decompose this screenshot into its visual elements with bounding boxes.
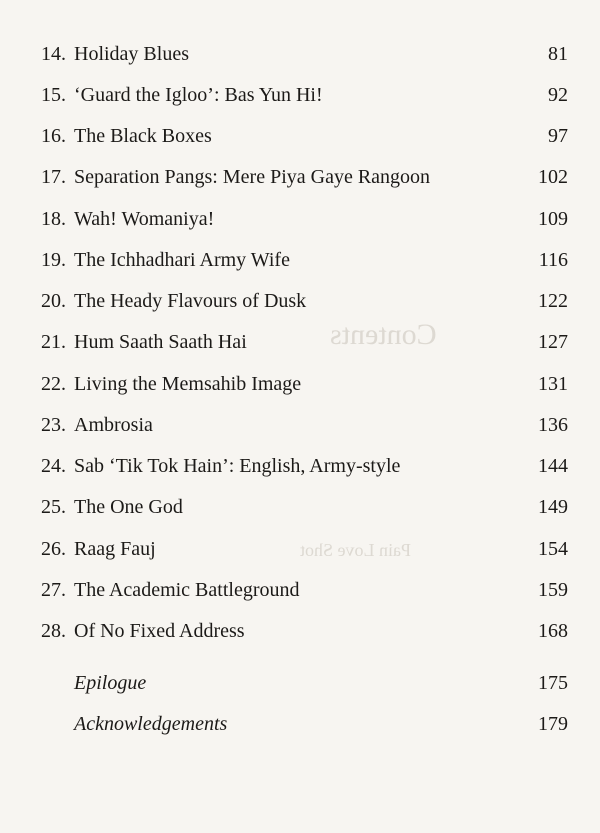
chapter-title: Raag Fauj bbox=[74, 538, 156, 560]
chapter-title: Holiday Blues bbox=[74, 43, 189, 65]
chapter-number: 21. bbox=[41, 331, 66, 353]
chapter-title: Separation Pangs: Mere Piya Gaye Rangoon bbox=[74, 166, 431, 188]
chapter-title: ‘Guard the Igloo’: Bas Yun Hi! bbox=[74, 84, 323, 106]
chapter-title: Living the Memsahib Image bbox=[74, 373, 302, 395]
toc-entry[interactable] bbox=[26, 121, 568, 151]
chapter-number: 19. bbox=[41, 249, 66, 271]
chapter-title: Hum Saath Saath Hai bbox=[74, 331, 247, 353]
chapter-page: 97 bbox=[548, 125, 568, 147]
toc-entry-acknowledgements[interactable] bbox=[26, 709, 568, 739]
chapter-title: The Ichhadhari Army Wife bbox=[74, 249, 290, 271]
chapter-page: 136 bbox=[538, 414, 568, 436]
chapter-number: 16. bbox=[41, 125, 66, 147]
chapter-number: 28. bbox=[41, 620, 66, 642]
chapter-number: 18. bbox=[41, 208, 66, 230]
chapter-page: 159 bbox=[538, 579, 568, 601]
chapter-page: 92 bbox=[548, 84, 568, 106]
toc-entry[interactable] bbox=[26, 327, 568, 357]
chapter-page: 168 bbox=[538, 620, 568, 642]
chapter-title: The Academic Battleground bbox=[74, 579, 300, 601]
acknowledgements-page: 179 bbox=[538, 713, 568, 735]
toc-entry[interactable] bbox=[26, 451, 568, 481]
toc-entry[interactable] bbox=[26, 286, 568, 316]
chapter-number: 17. bbox=[41, 166, 66, 188]
chapter-page: 149 bbox=[538, 496, 568, 518]
toc-entry[interactable] bbox=[26, 39, 568, 69]
show-through-heading: Contents bbox=[330, 318, 437, 351]
chapter-number: 27. bbox=[41, 579, 66, 601]
chapter-number: 15. bbox=[41, 84, 66, 106]
chapter-page: 109 bbox=[538, 208, 568, 230]
epilogue-page: 175 bbox=[538, 672, 568, 694]
toc-entry-epilogue[interactable] bbox=[26, 668, 568, 698]
chapter-number: 14. bbox=[41, 43, 66, 65]
chapter-title: The Black Boxes bbox=[74, 125, 212, 147]
toc-entry[interactable] bbox=[26, 410, 568, 440]
chapter-page: 122 bbox=[538, 290, 568, 312]
chapter-number: 22. bbox=[41, 373, 66, 395]
toc-entry[interactable] bbox=[26, 245, 568, 275]
chapter-title: The One God bbox=[74, 496, 183, 518]
toc-entry[interactable] bbox=[26, 492, 568, 522]
chapter-page: 102 bbox=[538, 166, 568, 188]
chapter-number: 20. bbox=[41, 290, 66, 312]
toc-entry[interactable] bbox=[26, 80, 568, 110]
toc-entry[interactable] bbox=[26, 369, 568, 399]
chapter-page: 81 bbox=[548, 43, 568, 65]
toc-entry[interactable] bbox=[26, 616, 568, 646]
chapter-page: 144 bbox=[538, 455, 568, 477]
toc-entry[interactable] bbox=[26, 162, 568, 192]
chapter-title: Of No Fixed Address bbox=[74, 620, 245, 642]
chapter-number: 24. bbox=[41, 455, 66, 477]
chapter-page: 116 bbox=[538, 249, 568, 271]
toc-entry[interactable] bbox=[26, 575, 568, 605]
chapter-number: 26. bbox=[41, 538, 66, 560]
chapter-page: 131 bbox=[538, 373, 568, 395]
chapter-number: 23. bbox=[41, 414, 66, 436]
chapter-page: 127 bbox=[538, 331, 568, 353]
toc-entry[interactable] bbox=[26, 204, 568, 234]
epilogue-title: Epilogue bbox=[74, 672, 147, 694]
chapter-title: Sab ‘Tik Tok Hain’: English, Army-style bbox=[74, 455, 401, 477]
chapter-title: The Heady Flavours of Dusk bbox=[74, 290, 307, 312]
chapter-title: Ambrosia bbox=[74, 414, 153, 436]
show-through-lines: Pain Love Shot bbox=[300, 540, 411, 560]
toc-entry[interactable] bbox=[26, 534, 568, 564]
chapter-page: 154 bbox=[538, 538, 568, 560]
chapter-number: 25. bbox=[41, 496, 66, 518]
acknowledgements-title: Acknowledgements bbox=[74, 713, 228, 735]
chapter-title: Wah! Womaniya! bbox=[74, 208, 215, 230]
